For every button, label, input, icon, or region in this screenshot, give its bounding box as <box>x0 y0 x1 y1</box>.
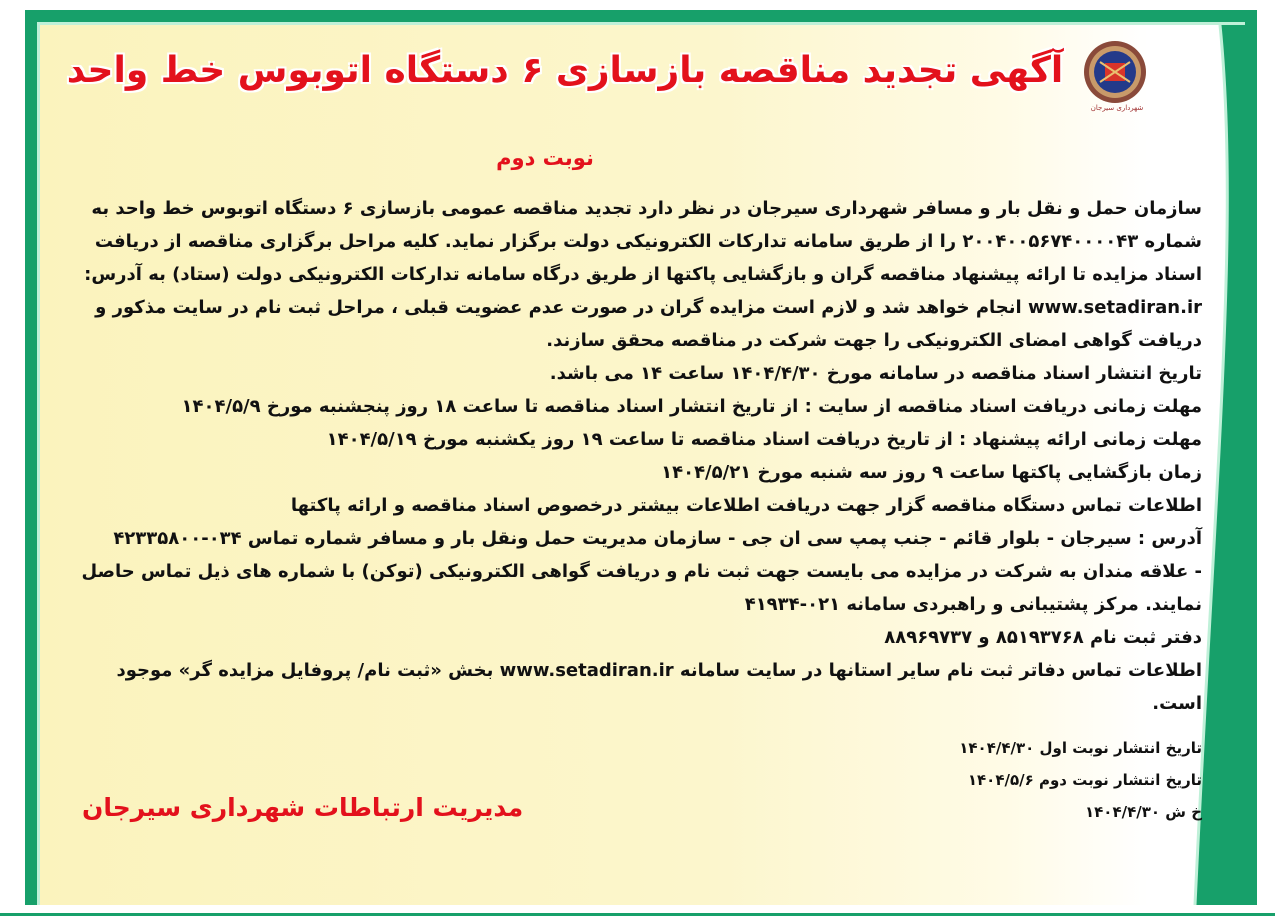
round-label: نوبت دوم <box>496 146 594 170</box>
body-line: دفتر ثبت نام ۸۵۱۹۳۷۶۸ و ۸۸۹۶۹۷۳۷ <box>884 627 1202 648</box>
body-line: مهلت زمانی دریافت اسناد مناقصه از سایت : از تاریخ انتشار اسناد مناقصه تا ساعت ۱۸ روز پنجشنبه مورخ ۱۴۰۴/۵/۹ <box>181 396 1202 417</box>
body-line: - علاقه مندان به شرکت در مزایده می بایست جهت ثبت نام و دریافت گواهی الکترونیکی (توکن) با شماره های ذیل تماس حاصل <box>81 561 1202 582</box>
publication-code: خ ش ۱۴۰۴/۴/۳۰ <box>1085 803 1202 821</box>
bottom-divider <box>0 913 1275 916</box>
body-line: سازمان حمل و نقل بار و مسافر شهرداری سیرجان در نظر دارد تجدید مناقصه عمومی بازسازی ۶ دستگاه اتوبوس خط واحد به <box>91 198 1202 219</box>
body-line: تاریخ انتشار اسناد مناقصه در سامانه مورخ ۱۴۰۴/۴/۳۰ ساعت ۱۴ می باشد. <box>549 363 1202 384</box>
body-line: دریافت گواهی امضای الکترونیکی را جهت شرکت در مناقصه محقق سازند. <box>546 330 1202 351</box>
ad-content <box>72 192 1202 828</box>
second-publication-date: تاریخ انتشار نوبت دوم ۱۴۰۴/۵/۶ <box>967 771 1202 789</box>
publication-dates <box>959 732 1202 828</box>
body-line: اسناد مزایده تا ارائه پیشنهاد مناقصه گران و بازگشایی پاکتها از طریق درگاه سامانه تدارکات الکترونیکی دولت (ستاد) به آدرس: <box>84 264 1202 285</box>
first-publication-date: تاریخ انتشار نوبت اول ۱۴۰۴/۴/۳۰ <box>959 739 1202 757</box>
logo-caption: شهرداری سیرجان <box>1090 104 1144 112</box>
body-line: زمان بازگشایی پاکتها ساعت ۹ روز سه شنبه مورخ ۱۴۰۴/۵/۲۱ <box>661 462 1202 483</box>
body-line: آدرس : سیرجان - بلوار قائم - جنب پمپ سی ان جی - سازمان مدیریت حمل ونقل بار و مسافر شماره تماس ۰۳۴-۴۲۳۳۵۸۰۰ <box>113 528 1202 549</box>
body-line: اطلاعات تماس دفاتر ثبت نام سایر استانها در سایت سامانه www.setadiran.ir بخش «ثبت نام/ پروفایل مزایده گر» موجود است. <box>116 660 1202 714</box>
body-line: www.setadiran.ir انجام خواهد شد و لازم است مزایده گران در صورت عدم عضویت قبلی ، مراحل ثبت نام در سایت مذکور و <box>95 297 1202 318</box>
body-line: شماره ۲۰۰۴۰۰۵۶۷۴۰۰۰۰۴۳ را از طریق سامانه تدارکات الکترونیکی دولت برگزار نماید. کلیه مراحل برگزاری مناقصه از دریافت <box>94 231 1202 252</box>
body-line: نمایند. مرکز پشتیبانی و راهبردی سامانه ۰۲۱-۴۱۹۳۴ <box>744 594 1202 615</box>
ad-title: آگهی تجدید مناقصه بازسازی ۶ دستگاه اتوبوس خط واحد <box>66 50 1064 91</box>
body-line: مهلت زمانی ارائه پیشنهاد : از تاریخ دریافت اسناد مناقصه تا ساعت ۱۹ روز یکشنبه مورخ ۱۴۰۴/۵/۱۹ <box>326 429 1202 450</box>
body-line: اطلاعات تماس دستگاه مناقصه گزار جهت دریافت اطلاعات بیشتر درخصوص اسناد مناقصه و ارائه پاکتها <box>290 495 1202 516</box>
ad-body <box>72 192 1202 720</box>
signature: مدیریت ارتباطات شهرداری سیرجان <box>82 793 524 822</box>
ad-footer <box>72 732 1202 828</box>
